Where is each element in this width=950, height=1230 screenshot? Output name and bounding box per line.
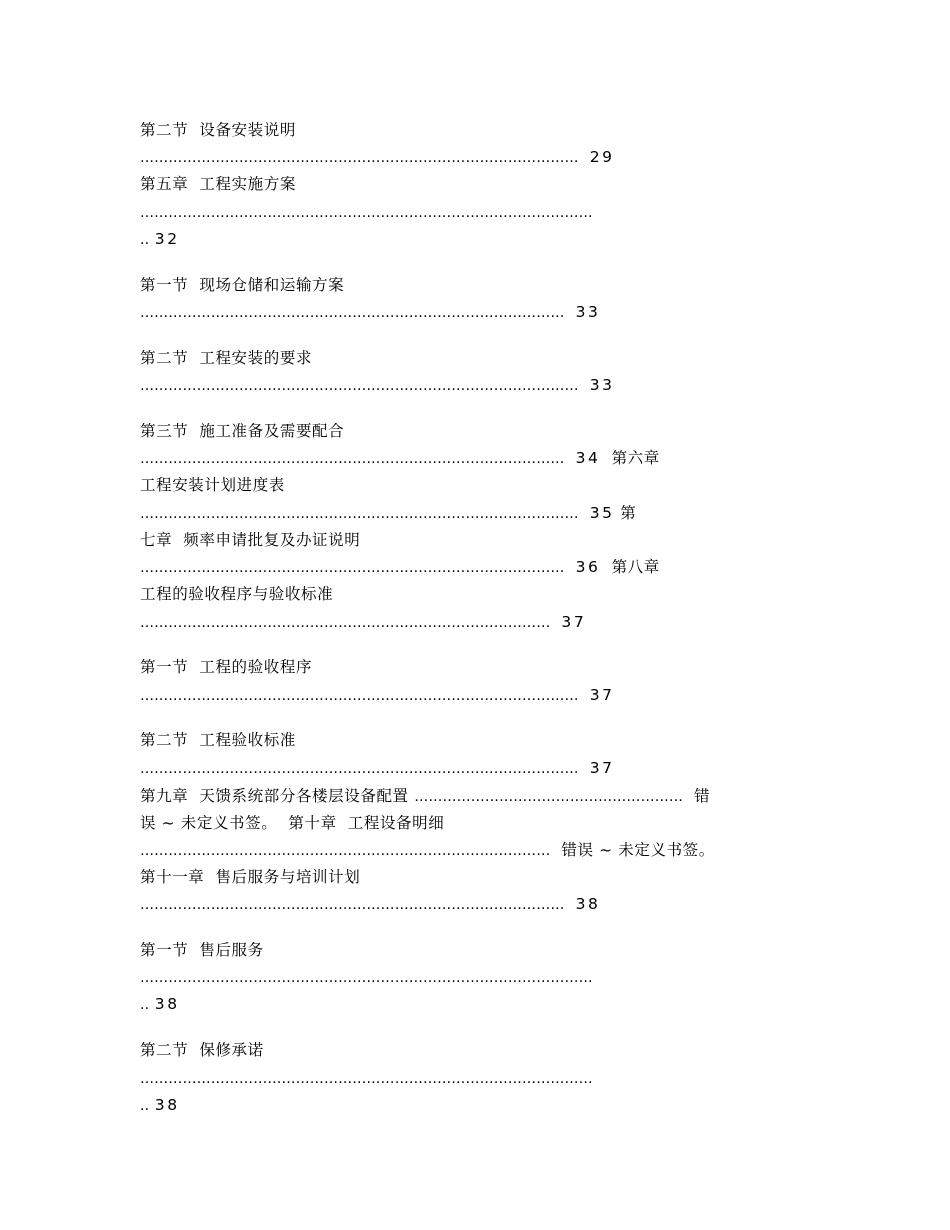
- toc-leader-line: [140, 894, 601, 914]
- toc-leader-line: [140, 967, 593, 987]
- toc-entry-title: 七章 频率申请批复及办证说明: [140, 531, 361, 549]
- page-number-continued: 误 ~ 未定义书签。: [140, 814, 278, 832]
- dot-leader: ………………………………………………………………………………: [140, 560, 565, 576]
- toc-leader-line: [140, 557, 660, 577]
- dot-leader: ………………………………………………………………………………: [140, 305, 565, 321]
- toc-entry-title: 第一节 工程的验收程序: [140, 658, 313, 676]
- toc-entry-title: 第八章: [611, 558, 660, 576]
- page-number: 32: [154, 230, 180, 248]
- toc-entry-title: 第十一章 售后服务与培训计划: [140, 868, 361, 886]
- toc-leader-line: [140, 612, 586, 632]
- toc-leader-line: [140, 147, 615, 167]
- toc-leader-line: [140, 202, 593, 222]
- toc-entry-title: 第二节 工程验收标准: [140, 731, 296, 749]
- page-number: 错误 ~ 未定义书签。: [561, 841, 715, 859]
- page-number: 错: [694, 787, 711, 805]
- page-number: 38: [154, 995, 180, 1013]
- toc-leader-line: [140, 503, 636, 523]
- toc-leader-line: [140, 448, 660, 468]
- toc-entry-title: 工程安装计划进度表: [140, 476, 285, 494]
- page-number: 38: [575, 895, 601, 913]
- dot-leader: …………………………………………………………………………………: [140, 688, 579, 704]
- toc-entry-title: 第三节 施工准备及需要配合: [140, 422, 345, 440]
- dot-leader: ……………………………………………………………………………: [140, 843, 551, 859]
- toc-leader-line: [140, 375, 615, 395]
- toc-leader-line: [140, 685, 615, 705]
- dot-leader: …………………………………………………………………………………: [140, 761, 579, 777]
- dot-leader: …………………………………………………: [414, 789, 684, 805]
- toc-leader-wrap: [140, 229, 180, 249]
- toc-leader-wrap: [140, 813, 444, 833]
- dot-leader-wrap: ..: [140, 1098, 150, 1114]
- toc-entry-title: 第五章 工程实施方案: [140, 175, 296, 193]
- toc-leader-line: [140, 758, 615, 778]
- dot-leader-wrap: ..: [140, 232, 150, 248]
- page-number: 37: [561, 613, 587, 631]
- dot-leader: …………………………………………………………………………………: [140, 378, 579, 394]
- page-number: 33: [575, 303, 601, 321]
- toc-entry-title: 第: [620, 504, 637, 522]
- toc-leader-line: [140, 1068, 593, 1088]
- dot-leader-wrap: ..: [140, 997, 150, 1013]
- toc-entry-title: 第九章 天馈系统部分各楼层设备配置: [140, 787, 409, 805]
- dot-leader: ………………………………………………………………………………: [140, 897, 565, 913]
- toc-entry-title: 工程的验收程序与验收标准: [140, 585, 334, 603]
- dot-leader: ……………………………………………………………………………: [140, 615, 551, 631]
- page-number: 37: [589, 686, 615, 704]
- toc-leader-line: [140, 302, 601, 322]
- dot-leader: ………………………………………………………………………………: [140, 451, 565, 467]
- toc-entry-title: 第十章 工程设备明细: [288, 814, 445, 832]
- dot-leader: ……………………………………………………………………………………: [140, 1071, 593, 1087]
- toc-entry-title: 第一节 售后服务: [140, 941, 264, 959]
- page-number: 38: [154, 1096, 180, 1114]
- toc-entry-title: 第二节 保修承诺: [140, 1041, 264, 1059]
- toc-leader-wrap: [140, 1095, 180, 1115]
- toc-leader-line: [140, 840, 715, 860]
- toc-leader-line: [140, 786, 710, 806]
- dot-leader: ……………………………………………………………………………………: [140, 970, 593, 986]
- page-number: 36: [575, 558, 601, 576]
- dot-leader: …………………………………………………………………………………: [140, 506, 579, 522]
- page-number: 37: [589, 759, 615, 777]
- page-number: 35: [589, 504, 615, 522]
- page-number: 29: [589, 148, 615, 166]
- page-number: 33: [589, 376, 615, 394]
- toc-entry-title: 第一节 现场仓储和运输方案: [140, 276, 345, 294]
- toc-entry-title: 第六章: [611, 449, 660, 467]
- dot-leader: ……………………………………………………………………………………: [140, 205, 593, 221]
- toc-entry-title: 第二节 工程安装的要求: [140, 349, 313, 367]
- toc-entry-title: 第二节 设备安装说明: [140, 121, 296, 139]
- dot-leader: …………………………………………………………………………………: [140, 150, 579, 166]
- toc-leader-wrap: [140, 994, 180, 1014]
- page-number: 34: [575, 449, 601, 467]
